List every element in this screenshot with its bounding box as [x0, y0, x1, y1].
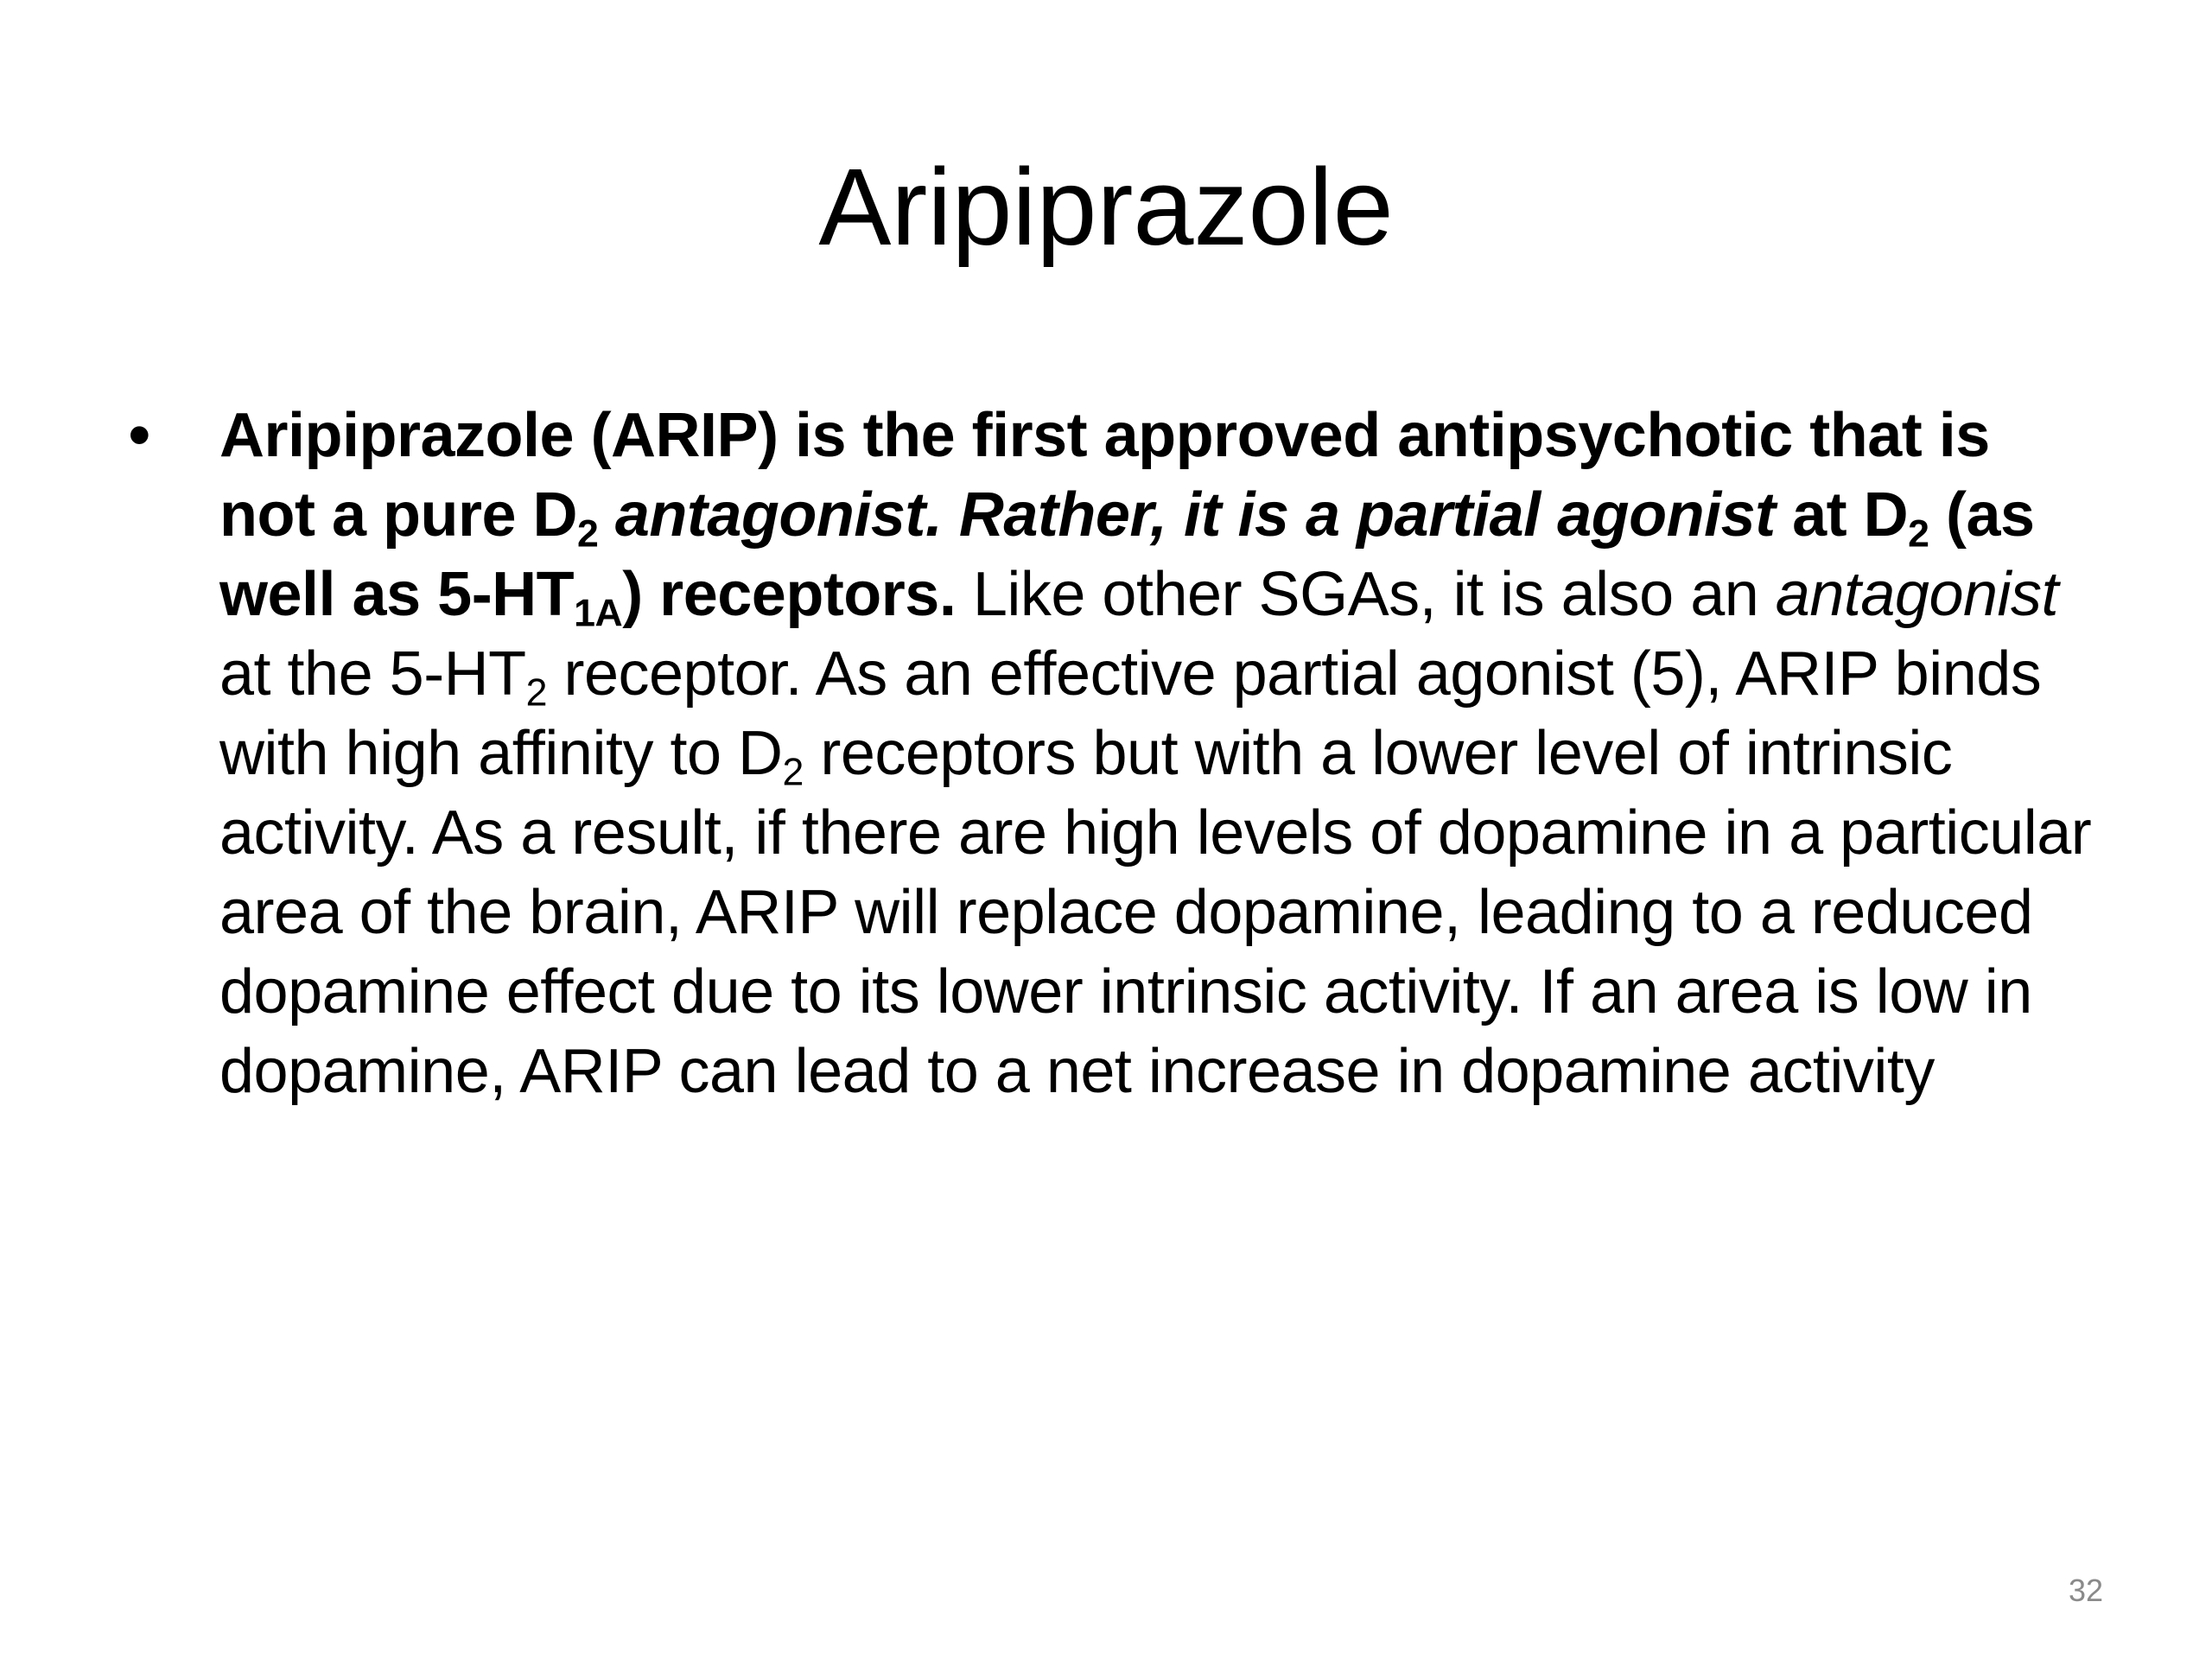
bold-text-segment: Aripiprazole (ARIP) is the first approved antipsychotic that is not a pure D — [219, 401, 1990, 550]
text-segment: Like other SGAs, it is also an — [956, 560, 1776, 629]
italic-text-segment: antagonist — [1775, 560, 2059, 629]
text-segment: receptors but with a lower level of intrinsic activity. As a result, if there are high levels of dopamine in a particular area of the brain, ARIP will replace dopamine, leading to a reduced dopamine effect due to its lower intrinsic activity. If an area is low in dopamine, ARIP can lead to a net increase in dopamine activity — [219, 719, 2092, 1106]
text-segment: at the 5-HT — [219, 639, 526, 709]
bold-text-segment: ) receptors. — [622, 560, 957, 629]
subscript: 2 — [525, 671, 547, 715]
subscript: 2 — [782, 751, 804, 794]
subscript: 1A — [574, 592, 623, 635]
bold-italic-text-segment: antagonist. Rather, it is a partial agonist — [598, 480, 1776, 550]
text-segment: receptor. As an effective partial agonist (5), ARIP binds with high affinity to D — [219, 639, 2042, 788]
subscript: 2 — [577, 512, 599, 556]
slide-title: Aripiprazole — [818, 146, 1394, 268]
subscript: 2 — [1908, 512, 1929, 556]
page-number: 32 — [2068, 1573, 2103, 1608]
bullet-icon: • — [128, 398, 151, 472]
bold-text-segment: (as well as 5-HT — [219, 480, 2035, 629]
bold-text-segment: at D — [1775, 480, 1909, 550]
bullet-text — [219, 396, 2094, 1111]
